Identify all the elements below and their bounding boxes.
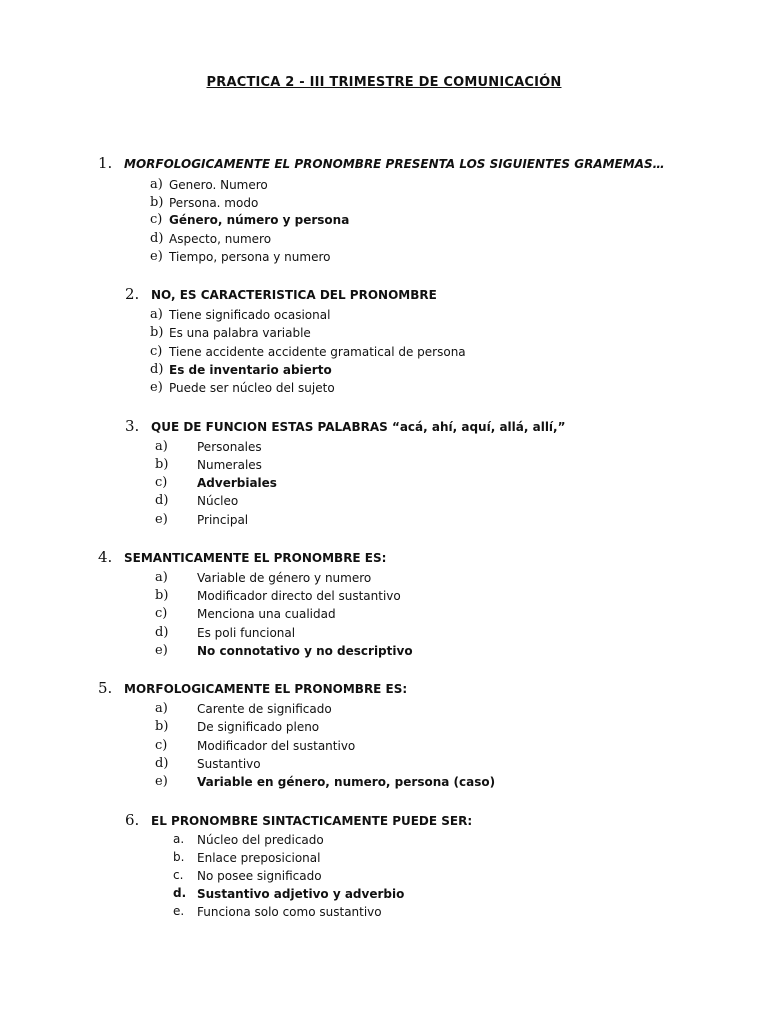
question-number: 6. [125,811,140,829]
question-number: 4. [98,548,113,566]
question-text: NO, ES CARACTERISTICA DEL PRONOMBRE [151,288,437,302]
question-number: 2. [125,285,140,303]
question-text: MORFOLOGICAMENTE EL PRONOMBRE ES: [124,682,408,696]
question-text: SEMANTICAMENTE EL PRONOMBRE ES: [124,551,387,565]
question-text: MORFOLOGICAMENTE EL PRONOMBRE PRESENTA LOS SIGUIENTES GRAMEMAS… [124,157,665,171]
question-number: 5. [98,679,113,697]
question-number: 1. [98,154,113,172]
question-text: EL PRONOMBRE SINTACTICAMENTE PUEDE SER: [151,814,473,828]
question-number: 3. [125,417,140,435]
question-text: QUE DE FUNCION ESTAS PALABRAS “acá, ahí, aquí, allá, allí,” [151,420,566,434]
page-title: PRACTICA 2 - III TRIMESTRE DE COMUNICACIÓN [206,75,562,90]
document-page: PRACTICA 2 - III TRIMESTRE DE COMUNICACIÓN 1. MORFOLOGICAMENTE EL PRONOMBRE PRESENTA LOS SIGUIENTES GRAMEMAS… a) Genero. Numero b) Persona. modo c) Género, número y persona d) Aspecto, numero e) Tiempo, persona y numero 2. NO, ES CARACTERISTICA DEL PRONOMBRE a) Tiene significado ocasional b) Es una palabra variable c) Tiene accidente accidente gramatical de persona d) Es de inventario abierto e) Puede ser núcleo del sujeto 3. QUE DE FUNCION ESTAS PALABRAS “acá, ahí, aquí, allá, allí,” a) Personales b) Numerales c) Adverbiales d) Núcleo e) Principal 4. SEMANTICAMENTE EL PRONOMBRE ES: a) Variable de género y numero b) Modificador directo del sustantivo c) Menciona una cualidad d) Es poli funcional e) No connotativo y no descriptivo 5. MORFOLOGICAMENTE EL PRONOMBRE ES: a) Carente de significado b) De significado pleno c) Modificador del sustantivo d) Sustantivo e) Variable en género, numero, persona (caso) 6. EL PRONOMBRE SINTACTICAMENTE PUEDE SER: a. Núcleo del predicado b. Enlace preposicional c. No posee significado d. Sustantivo adjetivo y adverbio e. Funciona solo como sustantivo [0,0,768,1024]
